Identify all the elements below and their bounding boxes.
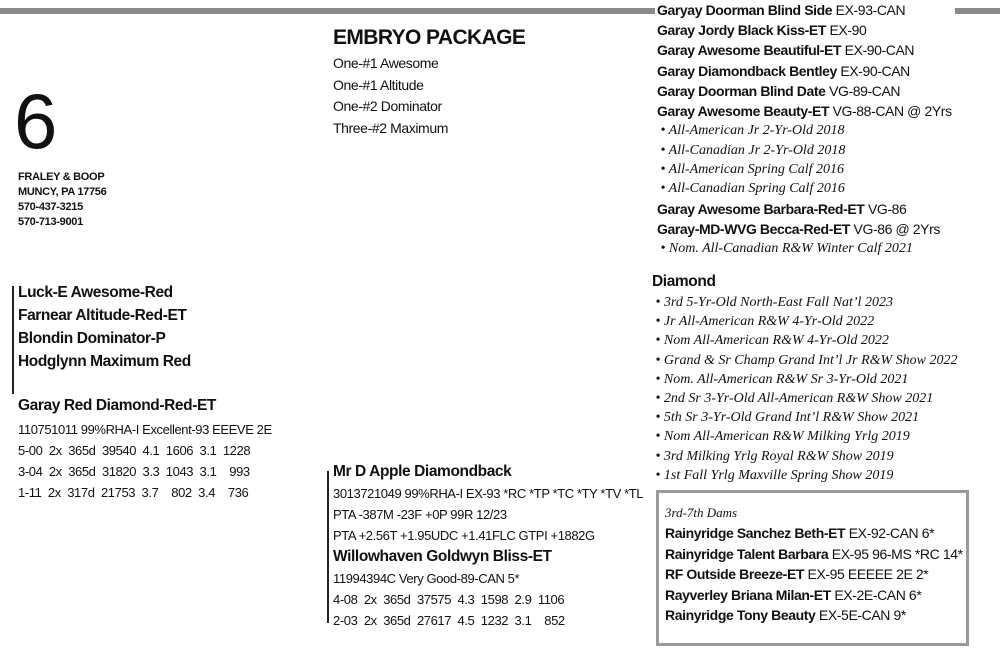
sire-list [18,281,191,373]
diamond-award: • Nom. All-American R&W Sr 3-Yr-Old 2021 [652,371,909,387]
sire-name: Farnear Altitude-Red-ET [18,307,187,324]
diamond-award: • Grand & Sr Champ Grand Int’l Jr R&W Show 2022 [652,352,958,368]
family-member: Garay Awesome Beauty-ET VG-88-CAN @ 2Yrs [657,103,952,120]
dams-box-list [665,523,963,626]
ancestor-dam: Rainyridge Talent Barbara EX-95 96-MS *RC 14* [665,545,963,562]
diamond-award: • 2nd Sr 3-Yr-Old All-American R&W Show 2021 [652,391,934,407]
second-dam-name: Willowhaven Goldwyn Bliss-ET [333,548,552,565]
package-item: One-#1 Awesome [333,55,439,71]
dam-record: 5-00 2x 365d 39540 4.1 1606 3.1 1228 [18,443,251,458]
diamond-award: • 3rd Milking Yrlg Royal R&W Show 2019 [652,448,894,464]
consignor-location: MUNCY, PA 17756 [18,186,107,198]
family-member: Garay Doorman Blind Date VG-89-CAN [657,82,901,99]
ancestor-dam: Rayverley Briana Milan-ET EX-2E-CAN 6* [665,586,922,603]
dams-box-heading: 3rd-7th Dams [665,505,738,520]
ancestor-dam: Rainyridge Tony Beauty EX-5E-CAN 9* [665,607,906,623]
family-member: Garyay Doorman Blind Side EX-93-CAN [657,2,906,18]
dam-id-line: 110751011 99%RHA-I Excellent-93 EEEVE 2E [18,422,272,437]
diamond-award: • Nom All-American R&W 4-Yr-Old 2022 [652,333,889,349]
consignor-name: FRALEY & BOOP [18,171,105,183]
diamond-awards [652,293,958,485]
award-item: • All-American Jr 2-Yr-Old 2018 [657,123,845,139]
family-member: Garay-MD-WVG Becca-Red-ET VG-86 @ 2Yrs [657,221,940,238]
award-item: • All-Canadian Spring Calf 2016 [657,181,845,197]
dam-record: 3-04 2x 365d 31820 3.3 1043 3.1 993 [18,464,250,479]
family-member: Garay Diamondback Bentley EX-90-CAN [657,62,910,79]
diamond-award: • Nom All-American R&W Milking Yrlg 2019 [652,429,910,445]
second-dam-record: 2-03 2x 365d 27617 4.5 1232 3.1 852 [333,613,565,628]
package-item: One-#1 Altitude [333,76,424,93]
dams-sire-line: PTA -387M -23F +0P 99R 12/23 [333,507,507,522]
award-item: • All-Canadian Jr 2-Yr-Old 2018 [657,142,846,158]
ancestor-dam: RF Outside Breeze-ET EX-95 EEEEE 2E 2* [665,566,929,582]
dams-sire-name: Mr D Apple Diamondback [333,463,512,480]
family-member: Garay Awesome Beautiful-ET EX-90-CAN [657,42,915,59]
award-item: • Nom. All-Canadian R&W Winter Calf 2021 [657,241,913,257]
maternal-block [333,461,643,631]
sire-name: Blondin Dominator-P [18,330,166,347]
family-member: Garay Jordy Black Kiss-ET EX-90 [657,22,867,39]
second-dam-info: 11994394C Very Good-89-CAN 5* [333,571,520,586]
top-rule-left [0,8,655,14]
sire-name: Hodglynn Maximum Red [18,353,191,370]
package-title: EMBRYO PACKAGE [333,26,526,49]
package-item: One-#2 Dominator [333,98,442,114]
diamond-award: • 1st Fall Yrlg Maxville Spring Show 2019 [652,467,894,483]
second-dam-record: 4-08 2x 365d 37575 4.3 1598 2.9 1106 [333,592,565,607]
ancestor-dam: Rainyridge Sanchez Beth-ET EX-92-CAN 6* [665,525,935,541]
pedigree-bracket [12,286,14,394]
package-list [333,53,448,139]
package-item: Three-#2 Maximum [333,119,448,136]
dams-sire-line: PTA +2.56T +1.95UDC +1.41FLC GTPI +1882G [333,528,595,543]
diamond-award: • 3rd 5-Yr-Old North-East Fall Nat’l 2023 [652,295,893,310]
consignor-phone: 570-437-3215 [18,201,83,213]
top-rule-right [955,8,1000,14]
sire-bracket [327,471,329,623]
sire-name: Luck-E Awesome-Red [18,284,173,301]
dam-name: Garay Red Diamond-Red-ET [18,397,216,414]
consignor-contact [18,170,106,230]
dams-sire-line: 3013721049 99%RHA-I EX-93 *RC *TP *TC *TY *TV *TL [333,486,644,501]
dam-records [18,419,272,503]
lot-number: 6 [14,77,58,165]
family-list [657,0,952,259]
dam-record: 1-11 2x 317d 21753 3.7 802 3.4 736 [18,485,249,500]
diamond-award: • Jr All-American R&W 4-Yr-Old 2022 [652,314,875,330]
award-item: • All-American Spring Calf 2016 [657,162,845,178]
consignor-phone: 570-713-9001 [18,216,83,228]
diamond-award: • 5th Sr 3-Yr-Old Grand Int’l R&W Show 2021 [652,410,920,426]
family-member: Garay Awesome Barbara-Red-ET VG-86 [657,200,907,217]
diamond-heading: Diamond [652,273,716,290]
